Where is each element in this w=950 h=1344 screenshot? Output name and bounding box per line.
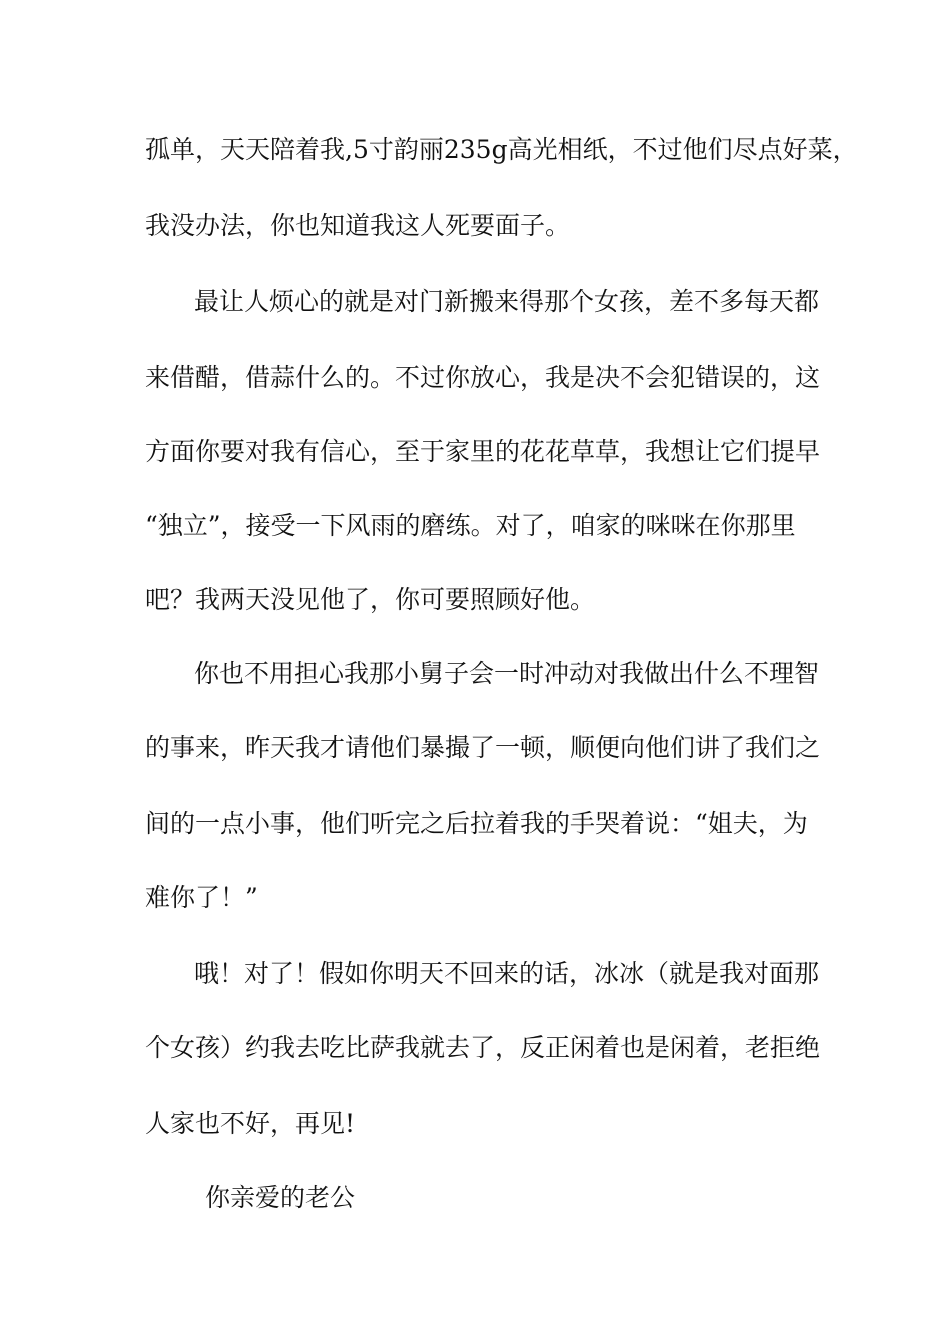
text-line-4: 来借醋，借蒜什么的。不过你放心，我是决不会犯错误的，这 bbox=[145, 363, 821, 392]
text-line-8: 你也不用担心我那小舅子会一时冲动对我做出什么不理智 bbox=[194, 659, 820, 688]
text-line-14: 人家也不好，再见! bbox=[145, 1109, 356, 1138]
text-line-12: 哦！对了！假如你明天不回来的话，冰冰（就是我对面那 bbox=[194, 959, 820, 988]
text-line-10: 间的一点小事，他们听完之后拉着我的手哭着说：“姐夫，为 bbox=[145, 809, 808, 838]
signature: 你亲爱的老公 bbox=[205, 1183, 356, 1212]
text-line-1: 孤单，天天陪着我,5寸韵丽235g高光相纸，不过他们尽点好菜， bbox=[145, 135, 858, 164]
text-line-3: 最让人烦心的就是对门新搬来得那个女孩，差不多每天都 bbox=[194, 287, 820, 316]
text-line-6: “独立”，接受一下风雨的磨练。对了，咱家的咪咪在你那里 bbox=[145, 511, 796, 540]
text-line-5: 方面你要对我有信心，至于家里的花花草草，我想让它们提早 bbox=[145, 437, 821, 466]
text-line-2: 我没办法，你也知道我这人死要面子。 bbox=[145, 211, 571, 240]
text-line-11: 难你了！” bbox=[145, 883, 258, 912]
text-line-9: 的事来，昨天我才请他们暴撮了一顿，顺便向他们讲了我们之 bbox=[145, 733, 821, 762]
text-line-7: 吧？我两天没见他了，你可要照顾好他。 bbox=[145, 585, 596, 614]
text-line-13: 个女孩）约我去吃比萨我就去了，反正闲着也是闲着，老拒绝 bbox=[145, 1033, 821, 1062]
